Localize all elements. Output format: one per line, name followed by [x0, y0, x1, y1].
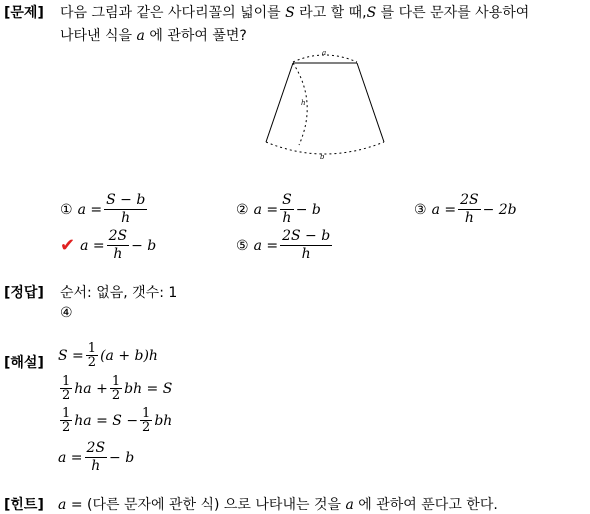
bottom-dashed-arc	[266, 142, 384, 154]
solution-tag: [해설]	[4, 355, 44, 371]
problem-text-line2	[60, 25, 247, 45]
answer-value: ④	[60, 305, 73, 321]
side-label: h	[301, 99, 306, 107]
left-edge	[266, 63, 293, 142]
choice-lhs: a =	[431, 201, 457, 218]
problem-text: 라고 할 때,	[299, 5, 367, 21]
check-icon: ✔	[60, 235, 76, 256]
problem-text: 를 다른 문자를 사용하여	[380, 5, 530, 21]
solution-line-4: a = $\frac{2S}{h}$ − b	[58, 440, 135, 474]
hint-text: a = (다른 문자에 관한 식) 으로 나타내는 것을 a 에 관하여 푼다고 한다.	[58, 497, 498, 513]
fraction: $\frac{2S}{h}$	[460, 192, 479, 226]
problem-text: 나타낸 식을	[60, 28, 133, 44]
choice-number: ①	[60, 201, 73, 218]
choice-tail: − b	[295, 201, 321, 218]
choice-lhs: a =	[77, 201, 103, 218]
problem-tag: [문제]	[4, 5, 44, 21]
solution-line-3: $\frac{1}{2}$ ha = S − $\frac{1}{2}$ bh	[62, 406, 173, 435]
choice-lhs: a =	[253, 201, 279, 218]
choice-1[interactable]	[60, 192, 149, 227]
choice-2[interactable]	[236, 192, 321, 227]
problem-text: 다음 그림과 같은 사다리꼴의 넓이를	[60, 5, 281, 21]
solution-line-1: S = $\frac{1}{2}$ (a + b)h	[58, 341, 158, 370]
problem-text: 에 관하여 풀면?	[149, 28, 247, 44]
choice-number: ⑤	[236, 237, 249, 254]
hint-tag: [힌트]	[4, 497, 44, 513]
var-S: S	[285, 5, 295, 21]
trapezoid-figure	[258, 44, 390, 162]
answer-tag: [정답]	[4, 285, 44, 301]
answer-meta: 순서: 없음, 갯수: 1	[60, 285, 178, 301]
choice-5[interactable]	[236, 228, 334, 263]
choice-lhs: a =	[80, 237, 105, 254]
right-edge	[357, 63, 384, 142]
fraction: $\frac{2S}{h}$	[108, 228, 128, 262]
choice-number: ②	[236, 201, 249, 218]
var-S: S	[366, 5, 377, 21]
choice-lhs: a =	[253, 237, 279, 254]
choice-3[interactable]	[414, 192, 517, 227]
fraction: $\frac{S - b}{h}$	[106, 192, 146, 226]
solution-line-2: $\frac{1}{2}$ ha + $\frac{1}{2}$ bh = S	[62, 374, 173, 403]
problem-text-line1	[60, 2, 529, 22]
fraction: $\frac{S}{h}$	[282, 192, 292, 226]
var-a: a	[136, 28, 145, 44]
bottom-label: b	[320, 153, 325, 161]
choice-tail: − 2b	[482, 201, 517, 218]
choice-tail: − b	[131, 237, 157, 254]
fraction: $\frac{2S - b}{h}$	[282, 228, 331, 262]
choice-number: ③	[414, 201, 427, 218]
top-label: a	[322, 49, 327, 57]
choice-4[interactable]	[60, 228, 156, 263]
